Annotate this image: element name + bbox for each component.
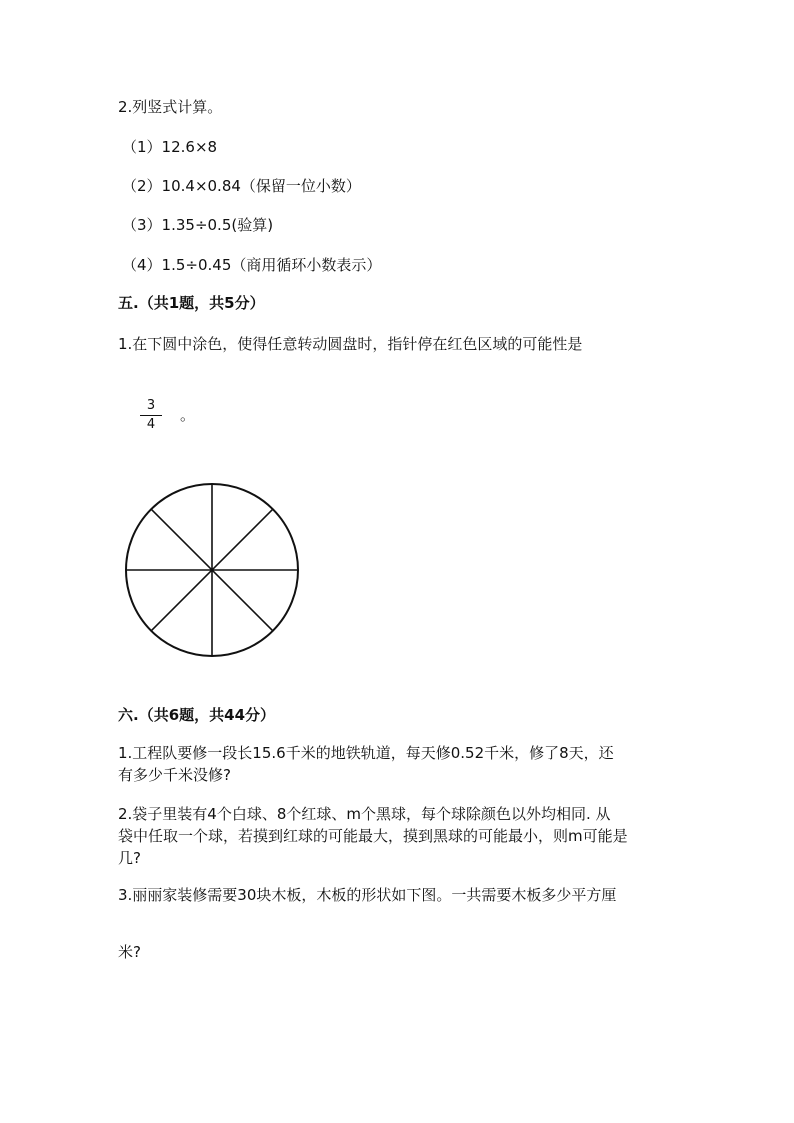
answer-period: 。 bbox=[180, 406, 196, 424]
divided-circle-diagram bbox=[120, 478, 304, 662]
calc-item-3: （3）1.35÷0.5(验算) bbox=[122, 216, 274, 234]
section-6-q3-line1: 3.丽丽家装修需要30块木板，木板的形状如下图。一共需要木板多少平方厘 bbox=[118, 886, 617, 904]
fraction-numerator: 3 bbox=[140, 398, 162, 416]
section-6-heading: 六.（共6题，共44分） bbox=[118, 706, 276, 724]
fraction-three-quarters bbox=[140, 398, 162, 433]
section-6-q1-line1: 1.工程队要修一段长15.6千米的地铁轨道，每天修0.52千米，修了8天，还 bbox=[118, 744, 614, 762]
section-5-heading: 五.（共1题，共5分） bbox=[118, 294, 265, 312]
section-6-q2-line1: 2.袋子里装有4个白球、8个红球、m个黑球，每个球除颜色以外均相同. 从 bbox=[118, 805, 611, 823]
calc-item-2: （2）10.4×0.84（保留一位小数） bbox=[122, 177, 361, 195]
fraction-denominator: 4 bbox=[146, 417, 156, 432]
section-6-q1-line2: 有多少千米没修? bbox=[118, 766, 231, 784]
section-6-q3-line2: 米? bbox=[118, 943, 141, 961]
section-6-q2-line2: 袋中任取一个球，若摸到红球的可能最大，摸到黑球的可能最小，则m可能是 bbox=[118, 827, 628, 845]
section-5-question-1: 1.在下圆中涂色，使得任意转动圆盘时，指针停在红色区域的可能性是 bbox=[118, 335, 583, 353]
section-6-q2-line3: 几? bbox=[118, 849, 141, 867]
question-2-title: 2.列竖式计算。 bbox=[118, 98, 223, 116]
calc-item-4: （4）1.5÷0.45（商用循环小数表示） bbox=[122, 256, 382, 274]
calc-item-1: （1）12.6×8 bbox=[122, 138, 218, 156]
